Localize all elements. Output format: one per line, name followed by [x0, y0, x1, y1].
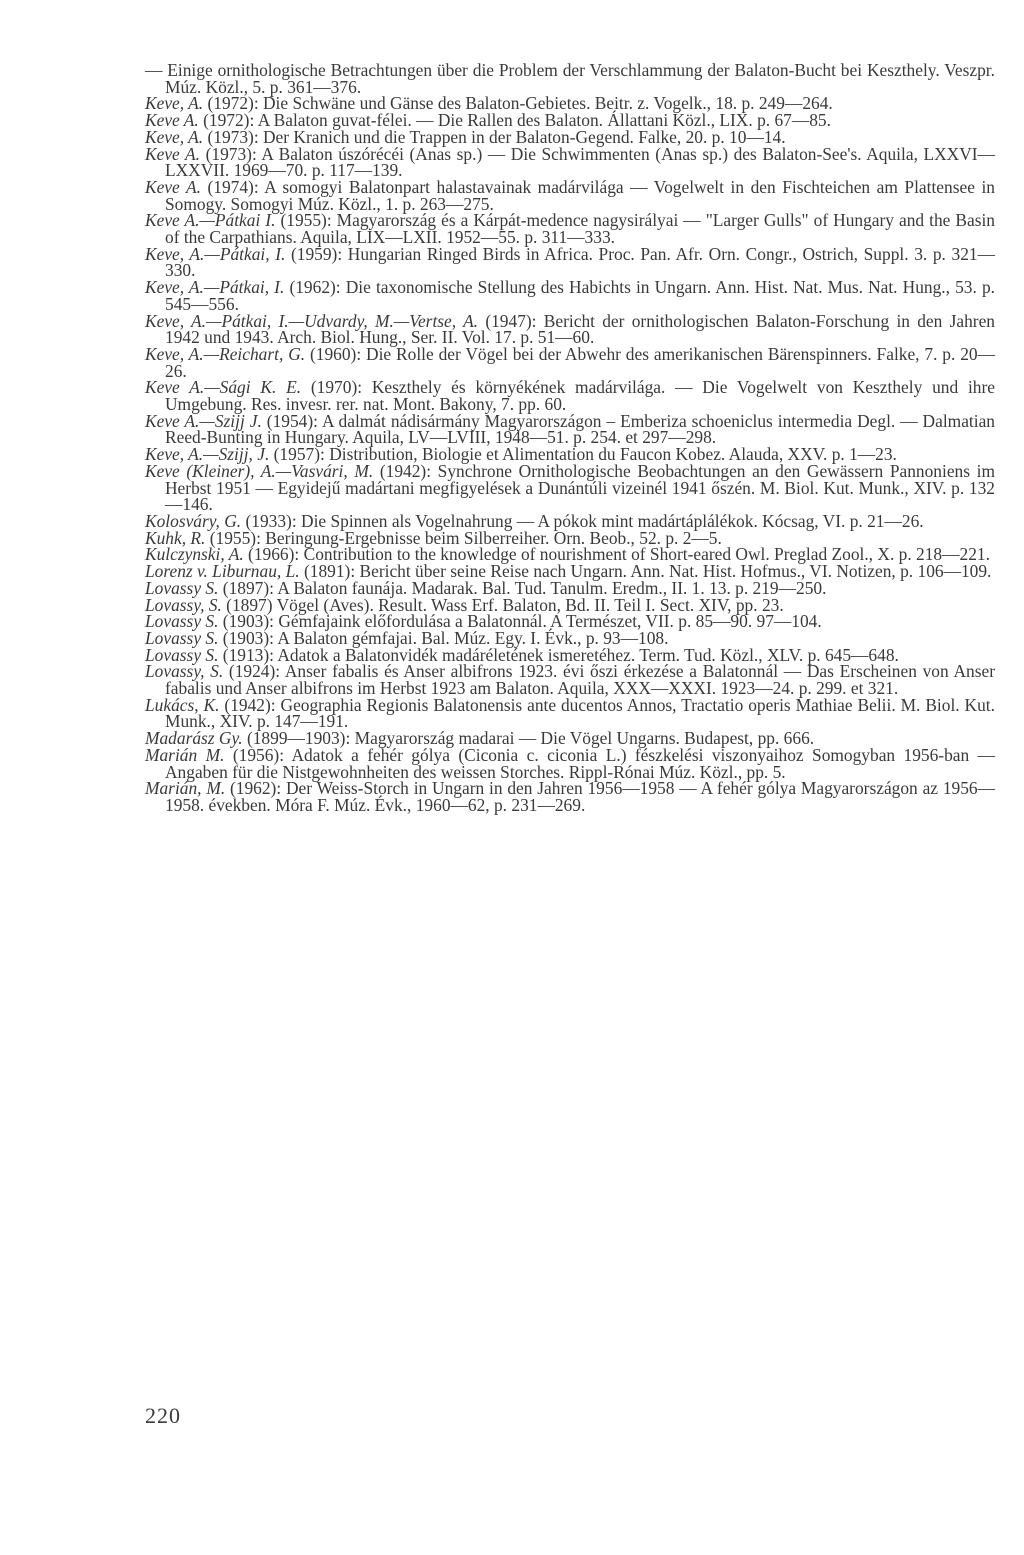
bibliography-entry [145, 210, 995, 248]
entry-details: (1899—1903): Magyarország madarai — Die Vögel Ungarns. Budapest, pp. 666. [242, 728, 815, 749]
entry-details: (1924): Anser fabalis és Anser albifrons 1923. évi őszi érkezése a Balatonnál — Das Erscheinen von Anser fabalis und Anser albifrons im Herbst 1923 am Balaton. Aquila, XXX—XXXI. 1923—24. p. 299. et 321. [165, 661, 995, 699]
bibliography-entry [145, 460, 995, 515]
entry-authors: Kolosváry, G. [145, 510, 242, 531]
entry-authors: Keve A.—Pátkai I. [145, 210, 276, 231]
entry-details: (1955): Beringung-Ergebnisse beim Silberreiher. Orn. Beob., 52. p. 2—5. [205, 527, 722, 548]
entry-authors: Keve A.—Szijj J. [145, 410, 262, 431]
entry-authors: Lovassy S. [145, 627, 219, 648]
entry-authors: Keve A. [145, 143, 200, 164]
entry-authors: Keve A.—Sági K. E. [145, 377, 302, 398]
bibliography-entry [145, 780, 995, 813]
entry-details: (1903): Gémfajaink előfordulása a Balatonnál. A Természet, VII. p. 85—90. 97—104. [218, 611, 822, 632]
entry-authors: Lovassy S. [145, 644, 219, 665]
entry-details: (1954): A dalmát nádisármány Magyarországon – Emberiza schoeniclus intermedia Degl. — Dalmatian Reed-Bunting in Hungary. Aquila, LV—LVIII, 1948—51. p. 254. et 297—298. [165, 410, 995, 448]
entry-authors: Lorenz v. Liburnau, L. [145, 561, 300, 582]
bibliography-entry [145, 661, 995, 699]
bibliography-entry [145, 143, 995, 181]
entry-authors: Lovassy, S. [145, 594, 222, 615]
entry-details: (1957): Distribution, Biologie et Alimentation du Faucon Kobez. Alauda, XXV. p. 1—23. [269, 444, 897, 465]
entry-details: (1947): Bericht der ornithologischen Balaton-Forschung in den Jahren 1942 und 1943. Arch. Biol. Hung., Ser. II. Vol. 17. p. 51—60. [165, 310, 995, 348]
bibliography [145, 62, 995, 814]
entry-details: (1972): Die Schwäne und Gänse des Balaton-Gebietes. Beitr. z. Vogelk., 18. p. 249—264. [203, 93, 833, 114]
entry-details: (1960): Die Rolle der Vögel bei der Abwehr des amerikanischen Bärenspinners. Falke, 7. p. 20—26. [165, 343, 996, 381]
entry-authors: Keve, A.—Reichart, G. [145, 343, 306, 364]
entry-details: (1956): Adatok a fehér gólya (Ciconia c. ciconia L.) fészkelési viszonyaihoz Somogyban 1956-ban — Angaben für die Nistgewohnheiten des weissen Storches. Rippl-Rónai Múz. Közl., pp. 5. [165, 744, 995, 782]
entry-authors: Keve A. [145, 110, 199, 131]
bibliography-entry [145, 176, 995, 214]
entry-authors: Marián M. [145, 744, 225, 765]
entry-details: (1959): Hungarian Ringed Birds in Africa. Proc. Pan. Afr. Orn. Congr., Ostrich, Suppl. 3. p. 321—330. [165, 243, 996, 281]
entry-authors: Lovassy S. [145, 611, 219, 632]
bibliography-entry [145, 279, 995, 312]
entry-authors: Lovassy, S. [145, 661, 224, 682]
entry-details: (1974): A somogyi Balatonpart halastavainak madárvilága — Vogelwelt in den Fischteichen am Plattensee in Somogy. Somogyi Múz. Közl., 1. p. 263—275. [165, 176, 995, 214]
bibliography-entry [145, 243, 996, 281]
bibliography-entry [145, 377, 995, 415]
entry-details: (1962): Der Weiss-Storch in Ungarn in den Jahren 1956—1958 — A fehér gólya Magyarországon az 1956—1958. években. Móra F. Múz. Évk., 1960—62, p. 231—269. [165, 778, 995, 815]
entry-authors: Keve A. [145, 176, 201, 197]
entry-details: (1962): Die taxonomische Stellung des Habichts in Ungarn. Ann. Hist. Nat. Mus. Nat. Hung., 53. p. 545—556. [165, 277, 995, 314]
entry-details: (1942): Synchrone Ornithologische Beobachtungen an den Gewässern Pannoniens im Herbst 1951 — Egyidejű madártani megfigyelések a Dunántúli vizeinél 1941 őszén. M. Biol. Kut. Munk., XIV. p. 132—146. [165, 460, 995, 515]
entry-authors: Keve, A. [145, 126, 204, 147]
bibliography-entry [145, 410, 995, 448]
entry-details: (1973): A Balaton úszórécéi (Anas sp.) — Die Schwimmenten (Anas sp.) des Balaton-See's. Aquila, LXXVI—LXXVII. 1969—70. p. 117—139. [165, 143, 995, 181]
bibliography-entry [145, 694, 995, 732]
entry-authors: Marián, M. [145, 778, 226, 799]
entry-authors: Keve (Kleiner), A.—Vasvári, M. [145, 460, 374, 481]
entry-authors: Lukács, K. [145, 694, 220, 715]
page-number: 220 [145, 1403, 181, 1428]
entry-details: (1897) Vögel (Aves). Result. Wass Erf. Balaton, Bd. II. Teil I. Sect. XIV, pp. 23. [221, 594, 784, 615]
bibliography-entry [145, 343, 996, 381]
entry-details: (1897): A Balaton faunája. Madarak. Bal. Tud. Tanulm. Eredm., II. 1. 13. p. 219—250. [218, 577, 827, 598]
bibliography-entry [145, 62, 995, 95]
entry-details: (1973): Der Kranich und die Trappen in der Balaton-Gegend. Falke, 20. p. 10—14. [203, 126, 786, 147]
entry-authors: Madarász Gy. [145, 728, 243, 749]
entry-details: — Einige ornithologische Betrachtungen über die Problem der Verschlammung der Balaton-Bucht bei Keszthely. Veszpr. Múz. Közl., 5. p. 361—376. [145, 60, 995, 97]
entry-details: (1933): Die Spinnen als Vogelnahrung — A pókok mint madártáplálékok. Kócsag, VI. p. 21—26. [241, 510, 924, 531]
bibliography-entry [145, 744, 995, 782]
entry-authors: Lovassy S. [145, 577, 219, 598]
entry-details: (1966): Contribution to the knowledge of nourishment of Short-eared Owl. Preglad Zool., X. p. 218—221. [243, 544, 990, 565]
entry-authors: Kuhk, R. [145, 527, 206, 548]
entry-authors: Keve, A.—Pátkai, I. [145, 277, 285, 298]
entry-details: (1955): Magyarország és a Kárpát-medence nagysirályai — "Larger Gulls" of Hungary and the Basin of the Carpathians. Aquila, LIX—LXII. 1952—55. p. 311—333. [165, 210, 995, 248]
entry-authors: Keve, A.—Szijj, J. [145, 444, 270, 465]
entry-details: (1942): Geographia Regionis Balatonensis ante ducentos Annos, Tractatio operis Mathiae Belii. M. Biol. Kut. Munk., XIV. p. 147—191. [165, 694, 995, 732]
entry-authors: Kulczynski, A. [145, 544, 244, 565]
entry-details: (1891): Bericht über seine Reise nach Ungarn. Ann. Nat. Hist. Hofmus., VI. Notizen, p. 106—109. [299, 561, 992, 582]
entry-details: (1903): A Balaton gémfajai. Bal. Múz. Egy. I. Évk., p. 93—108. [218, 627, 669, 648]
entry-details: (1970): Keszthely és környékének madárvilága. — Die Vogelwelt von Keszthely und ihre Umgebung. Res. invesr. rer. nat. Mont. Bakony, 7. pp. 60. [165, 377, 995, 415]
entry-details: (1913): Adatok a Balatonvidék madáréletének ismeretéhez. Term. Tud. Közl., XLV. p. 645—648. [218, 644, 899, 665]
entry-authors: Keve, A.—Pátkai, I. [145, 243, 286, 264]
entry-authors: Keve, A.—Pátkai, I.—Udvardy, M.—Vertse, A. [145, 310, 479, 331]
bibliography-entry [145, 310, 995, 348]
entry-details: (1972): A Balaton guvat-félei. — Die Rallen des Balaton. Állattani Közl., LIX. p. 67—85. [198, 110, 831, 131]
entry-authors: Keve, A. [145, 93, 204, 114]
